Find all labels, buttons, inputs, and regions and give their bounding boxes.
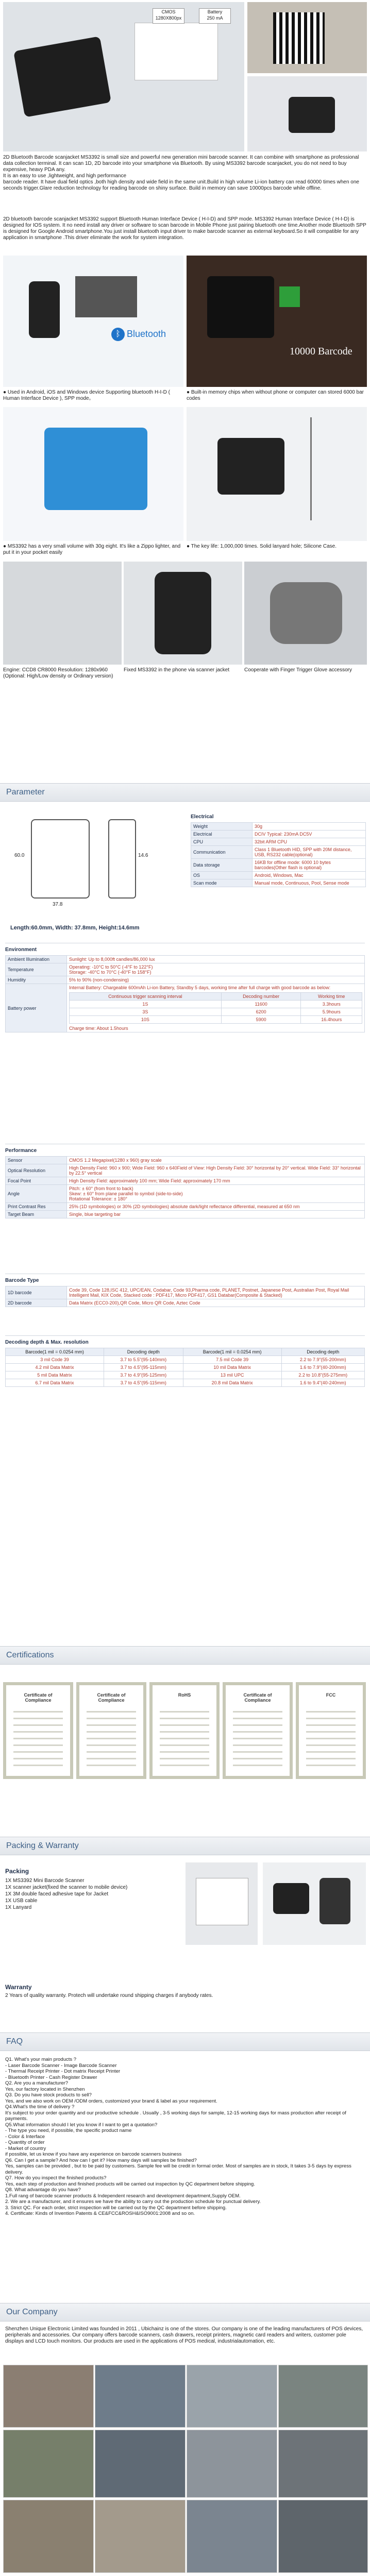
company-photo-12 [278,2500,368,2573]
electrical-row [191,831,366,838]
depth-row [6,1356,365,1364]
electrical-row [191,872,366,879]
certificate-text-line [13,1744,63,1746]
company-photo-6 [95,2430,186,2498]
depth-header-cell: Decoding depth [104,1348,183,1356]
certificate-card [149,1682,220,1779]
depth-row [6,1371,365,1379]
packing-photo-contents [263,1862,366,1945]
depth-cell: 3 mil Code 39 [6,1356,104,1364]
battery-cell: 5.9hours [301,1008,362,1016]
company-photo-7 [187,2430,277,2498]
certificate-text-line [13,1765,63,1766]
certificate-text-line [13,1718,63,1719]
battery-cell: 1S [70,1001,222,1008]
battery-header-cell: Decoding number [221,993,301,1001]
packing-photo-box [186,1862,258,1945]
electrical-value: 16KB for offline mode: 6000 10 bytes barcodes(Other flash is optional) [253,859,366,872]
barcode-type-key: 2D barcode [6,1299,67,1307]
depth-cell: 2.2 to 7.9"(55-200mm) [281,1356,364,1364]
certificate-title: Certificate of Compliance [243,1692,272,1703]
depth-cell: 2.2 to 10.8"(55-275mm) [281,1371,364,1379]
depth-header-cell: Decoding depth [281,1348,364,1356]
barcode-table [5,1286,365,1307]
certificate-text-line [160,1758,209,1759]
certificate-text-line [306,1731,356,1733]
hero-photo-qr [247,2,367,73]
performance-row [6,1177,365,1185]
depth-cell: 3.7 to 5.5"(95-140mm) [104,1356,183,1364]
battery-row [70,1016,362,1024]
depth-cell: 5 mil Data Matrix [6,1371,104,1379]
company-photo-1 [3,2365,94,2428]
caption-memory: ● Built-in memory chips when without phone or computer can stored 6000 bar codes [187,389,364,401]
certificate-text-line [13,1751,63,1753]
company-photo-5 [3,2430,94,2498]
company-photo-11 [187,2500,277,2573]
company-text: Shenzhen Unique Electronic Limited was founded in 2011 , Ubichainz is one of the stores. Our company is one of the leading manufacturers of POS devices, peripherals and accessories. Our company offers barcode scanners, cash drawers, receipt printers, magnetic card readers and writers, customer pole displays and LCD touch monitors. Our products are used in the applications of POS medical, industrialautomation, etc. [5,2326,363,2344]
environment-row [6,963,365,976]
environment-value: Operating: -10°C to 50°C (-4°F to 122°F) Storage: -40°C to 70°C (-40°F to 158°F) [67,963,365,976]
memory-photo [187,256,367,387]
battery-charge: Charge time: About 1.5hours [69,1026,128,1031]
depth-table [5,1348,365,1387]
depth-cell: 20.8 mil Data Matrix [183,1379,281,1387]
certificate-text-line [160,1711,209,1713]
size-photo [3,407,183,541]
faq-title: FAQ [6,2037,23,2046]
performance-row [6,1185,365,1203]
depth-cell: 6.7 mil Data Matrix [6,1379,104,1387]
certificate-title: Certificate of Compliance [24,1692,53,1703]
certificate-text-line [87,1731,136,1733]
performance-value: 25% (1D symbologies) or 30% (2D symbologies) absolute dark/light reflectance differential, measured at 650 nm [67,1203,365,1211]
environment-table [5,955,365,1032]
certificate-text-line [306,1738,356,1739]
electrical-value: 30g [253,823,366,831]
certificate-text-line [233,1744,282,1746]
certificate-text-line [87,1711,136,1713]
certificate-text-line [160,1731,209,1733]
electrical-row [191,838,366,846]
electrical-row [191,859,366,872]
packing-list: 1X MS3392 Mini Barcode Scanner 1X scanner jacket(fixed the scanner to mobile device) 1X 3M double faced adhesive tape for Jacket 1X USB cable 1X Lanyard [5,1878,128,1910]
certificate-text-line [160,1751,209,1753]
barcode-heading: Barcode Type [5,1278,39,1283]
certificate-text-line [87,1765,136,1766]
electrical-row [191,879,366,887]
certificate-text-line [233,1738,282,1739]
caption-jacket: Fixed MS3392 in the phone via scanner jacket [124,667,230,673]
certificate-text-line [306,1765,356,1766]
electrical-value: Manual mode, Continuous, Pool, Sense mode [253,879,366,887]
certificate-text-line [233,1751,282,1753]
depth-cell: 1.6 to 7.9"(40-200mm) [281,1364,364,1371]
barcode-count-label: 10000 Barcode [290,346,352,357]
performance-value: Single, blue targeting bar [67,1211,365,1218]
intro-paragraph-2: 2D bluetooth barcode scanjacket MS3392 support Bluetooth Human Interface Device ( H-I-D) and SPP mode. MS3392 Human Interface Device ( H-I-D) is designed for IOS system. It no need install any driver or software to scan barcode in Mobile Phone just pairing bluetooth one time.Another mode Bluetooth SPP is designed for Google Android smartphone.You just install bluetooth input driver to make barcode scanner as external keyboard.So it will compatible for any application in smartphone .This driver eliminate the work for system integration. [3,216,366,241]
depth-cell: 3.7 to 4.5"(95-115mm) [104,1379,183,1387]
environment-value: Sunlight: Up to 8,000ft candles/86,000 lux [67,956,365,963]
performance-value: Pitch: ± 60° (from front to back) Skew: ± 60° from plane parallel to symbol (side-to-side) Rotational Tolerance: ± 180° [67,1185,365,1203]
certificate-text-line [306,1744,356,1746]
company-title: Our Company [6,2308,58,2316]
battery-row [6,984,365,1032]
warranty-text: 2 Years of quality warranty. Protech will undertake round shipping charges if anybody rates. [5,1993,213,1998]
performance-value: CMOS 1.2 Megapixel(1280 x 960) gray scale [67,1157,365,1164]
battery-row [70,1001,362,1008]
certificate-text-line [13,1724,63,1726]
electrical-row [191,846,366,859]
battery-cell: 5900 [221,1016,301,1024]
certificate-title: FCC [326,1692,336,1698]
certificate-text-line [87,1724,136,1726]
certifications-title: Certifications [6,1651,54,1659]
electrical-key: Data storage [191,859,253,872]
performance-key: Target Beam [6,1211,67,1218]
depth-cell: 1.6 to 9.4"(40-240mm) [281,1379,364,1387]
electrical-key: Communication [191,846,253,859]
keylife-photo [187,407,367,541]
electrical-key: Weight [191,823,253,831]
barcode-type-value: Code 39, Code 128,ISC 412, UPC/EAN, Codabar, Code 93,Pharma code, PLANET, Postnet, Japanese Post, Australian Post, Royal Mail Intelligent Mail, KIX Code, Stacked code : PDF417, Micro PDF417, GS1 Databar(Composite & Stacked) [67,1286,365,1299]
certificate-text-line [13,1711,63,1713]
certificate-text-line [87,1758,136,1759]
certificate-text-line [233,1731,282,1733]
depth-row [6,1364,365,1371]
battery-label: Battery 250 mA [199,8,231,24]
parameter-title: Parameter [6,788,45,796]
depth-header-cell: Barcode(1 mil = 0.0254 mm) [183,1348,281,1356]
parameter-section-header [0,783,370,802]
certificate-text-line [306,1758,356,1759]
electrical-heading: Electrical [191,814,214,820]
depth-cell: 3.7 to 4.9"(95-125mm) [104,1371,183,1379]
depth-heading: Decoding depth & Max. resolution [5,1340,89,1345]
certificate-text-line [87,1751,136,1753]
certificate-text-line [233,1718,282,1719]
performance-key: Sensor [6,1157,67,1164]
performance-table [5,1156,365,1218]
packing-section-header [0,1837,370,1855]
certificate-text-line [160,1718,209,1719]
battery-key: Battery power [6,984,67,1032]
company-photo-10 [95,2500,186,2573]
dim-depth: 14.6 [138,853,148,858]
barcode-type-row [6,1286,365,1299]
electrical-value: Class 1 Bluetooth HID, SPP with 20M distance, USB, RS232 cable(optional) [253,846,366,859]
environment-value: 5% to 90% (non-condensing) [67,976,365,984]
electrical-value: DCIV Typical: 230mA DC5V [253,831,366,838]
certificate-text-line [13,1738,63,1739]
dim-width: 37.8 [53,902,63,907]
certificate-text-line [160,1744,209,1746]
hero-photo-scanner-labels [3,2,244,151]
bluetooth-label: Bluetooth [127,329,166,339]
electrical-row [191,823,366,831]
cmos-label: CMOS 1280X800px [153,8,184,24]
certificate-text-line [306,1711,356,1713]
environment-key: Temperature [6,963,67,976]
certificate-text-line [233,1724,282,1726]
certificate-card [3,1682,73,1779]
environment-row [6,956,365,963]
certificate-text-line [160,1765,209,1766]
battery-cell: 3S [70,1008,222,1016]
depth-row [6,1379,365,1387]
certificate-card [76,1682,146,1779]
caption-bluetooth: ● Used in Android, iOS and Windows device Supporting bluetooth H-I-D ( Human Interface Device ), SPP mode。 [3,389,170,401]
qr-card-image [134,23,218,80]
scanner-device-image [13,36,111,117]
electrical-value: Android, Windows, Mac [253,872,366,879]
battery-cell: 3.3hours [301,1001,362,1008]
performance-row [6,1157,365,1164]
barcode-type-key: 1D barcode [6,1286,67,1299]
caption-engine: Engine: CCD8 CR8000 Resolution: 1280x960 (Optional: High/Low density or Ordinary version) [3,667,113,679]
environment-row [6,976,365,984]
electrical-key: Electrical [191,831,253,838]
caption-keylife: ● The key life: 1,000,000 times. Solid lanyard hole; Silicone Case. [187,544,337,549]
performance-row [6,1164,365,1177]
performance-key: Focal Point [6,1177,67,1185]
certificate-text-line [306,1751,356,1753]
performance-key: Optical Resolution [6,1164,67,1177]
packing-heading: Packing [5,1868,29,1875]
depth-cell: 13 mil UPC [183,1371,281,1379]
caption-glove: Cooperate with Finger Trigger Glove accessory [244,667,352,673]
performance-row [6,1203,365,1211]
depth-cell: 10 mil Data Matrix [183,1364,281,1371]
barcode-type-value: Data Matrix (ECC0-200),QR Code, Micro QR Code, Aztec Code [67,1299,365,1307]
depth-cell: 7.5 mil Code 39 [183,1356,281,1364]
certificate-text-line [233,1758,282,1759]
hero-photo-device [247,76,367,151]
engine-photo [3,562,122,665]
certificate-text-line [87,1744,136,1746]
certificate-card [296,1682,366,1779]
depth-cell: 4.2 mil Data Matrix [6,1364,104,1371]
electrical-key: Scan mode [191,879,253,887]
battery-cell: 16.4hours [301,1016,362,1024]
caption-size: ● MS3392 has a very small volume with 30g eight. It's like a Zippo lighter, and put it in your pocket easily [3,544,181,555]
environment-heading: Environment [5,947,37,953]
warranty-heading: Warranty [5,1984,32,1991]
performance-heading: Performance [5,1148,37,1154]
electrical-key: CPU [191,838,253,846]
depth-cell: 3.7 to 4.5"(95-115mm) [104,1364,183,1371]
battery-intro: Internal Battery: Chargeable 600mAh Li-ion Battery, Standby 5 days, working time after full charge with good barcode as below: [69,985,331,990]
company-photo-4 [278,2365,368,2428]
bluetooth-photo [3,256,183,387]
company-photo-8 [278,2430,368,2498]
electrical-table [191,822,366,887]
performance-row [6,1211,365,1218]
certificate-text-line [87,1718,136,1719]
faq-section-header [0,2032,370,2051]
depth-header-cell: Barcode(1 mil = 0.0254 mm) [6,1348,104,1356]
bluetooth-icon: ᛒ [111,328,125,341]
certificate-text-line [160,1738,209,1739]
certifications-section-header [0,1646,370,1665]
glove-photo [244,562,367,665]
battery-cell: 10S [70,1016,222,1024]
performance-value: High Density Field: approximately 100 mm; Wide Field: approximately 170 mm [67,1177,365,1185]
dimension-drawing [10,814,180,917]
dimension-caption: Length:60.0mm, Width: 37.8mm, Height:14.6mm [10,925,140,931]
company-photo-9 [3,2500,94,2573]
environment-key: Humidity [6,976,67,984]
battery-table [69,992,362,1024]
certificate-text-line [87,1738,136,1739]
certificate-text-line [13,1731,63,1733]
certificate-card [223,1682,293,1779]
packing-title: Packing & Warranty [6,1841,79,1850]
electrical-key: OS [191,872,253,879]
battery-header-cell: Continuous trigger scanning interval [70,993,222,1001]
barcode-type-row [6,1299,365,1307]
certificate-text-line [13,1758,63,1759]
performance-key: Print Contrast Res [6,1203,67,1211]
battery-cell: 6200 [221,1008,301,1016]
faq-text: Q1. What's your main products ? - Laser Barcode Scanner - Image Barcode Scanner - Thermal Receipt Printer - Dot matrix Receipt Printer - Bluetooth Printer - Cash Register Drawer Q2. Are you a manufacturer? Yes, our factory located in Shenzhen Q3. Do you have stock products to sell? Yes, and we also work on OEM /ODM orders, customized your brand & label as your requirement. Q4.What's the time of delivery ? It's subject to your order quantity and our productive schedule . Usually , 3-5 working days for sample, 12-15 working days for mass production after receipt of payments. Q5.What information should I let you know if I want to get a quotation? - The type you need, if possible, the specific product name - Color & Interface - Quantity of order - Market of country if possible, let us know if you have any experience on barcode scanners business Q6. Can I get a sample? And how can I get it? How many days will samples be finished? Yes, samples can be provided , but to be paid by customers. Sample fee will be credit in formal order. Most of samples are in stock, It takes 3-5 days by express delivery. Q7. How do you inspect the finished products? Yes, each step of production and finished products will be carried out inspection by QC department before shipping. Q8. What advantage do you have? 1.Full rang of barcode scanner products & Independent research and development department,Supply OEM. 2. We are a manufacturer, and it ensures we have the ability to carry out the production schedule for punctual delivery. 3. Strict QC. For each order, strict inspection will be carried out by the QC department before shipping. 4. Certificate: Kinds of Invention Patents & CE&FCC&ROSH&ISO9001:2008 and so on. [5,2057,351,2216]
battery-cell: 11600 [221,1001,301,1008]
company-photo-3 [187,2365,277,2428]
certificate-text-line [160,1724,209,1726]
environment-key: Ambient Illumination [6,956,67,963]
intro-paragraph-1: 2D Bluetooth Barcode scanjacket MS3392 is small size and powerful new generation mini barcode scanner. It can combine with smartphone as professional data collection terminal. It can scan 1D, 2D barcode into your smartphone via Bluetooth. By using MS3392 barcode scanjacket, you do not need to buy expensive, heavy PDA any. It is an easy to use ,lightweight, and high performance barcode reader. It have dual field optics ,both high density and wide field in the same unit.Build in high volume Li-ion battery can read 60000 times when one seconds trigger.Glare reduction technology for reading barcode on shiny surface. Build in memory can save 10000pcs barcode while offline. [3,155,359,191]
certificate-title: Certificate of Compliance [97,1692,126,1703]
jacket-photo [124,562,242,665]
battery-row [70,1008,362,1016]
performance-key: Angle [6,1185,67,1203]
battery-header-cell: Working time [301,993,362,1001]
electrical-value: 32bit ARM CPU [253,838,366,846]
certificate-text-line [233,1711,282,1713]
certificate-text-line [306,1718,356,1719]
company-section-header [0,2303,370,2321]
certificate-text-line [306,1724,356,1726]
company-photo-2 [95,2365,186,2428]
certificate-title: RoHS [178,1692,191,1698]
performance-value: High Density Field: 960 x 900; Wide Field: 960 x 640Field of View: High Density Field: 30° horizontal by 20° vertical. Wide Field: 33° horizontal by 22.5° vertical [67,1164,365,1177]
dim-height: 60.0 [14,853,25,858]
certificate-text-line [233,1765,282,1766]
